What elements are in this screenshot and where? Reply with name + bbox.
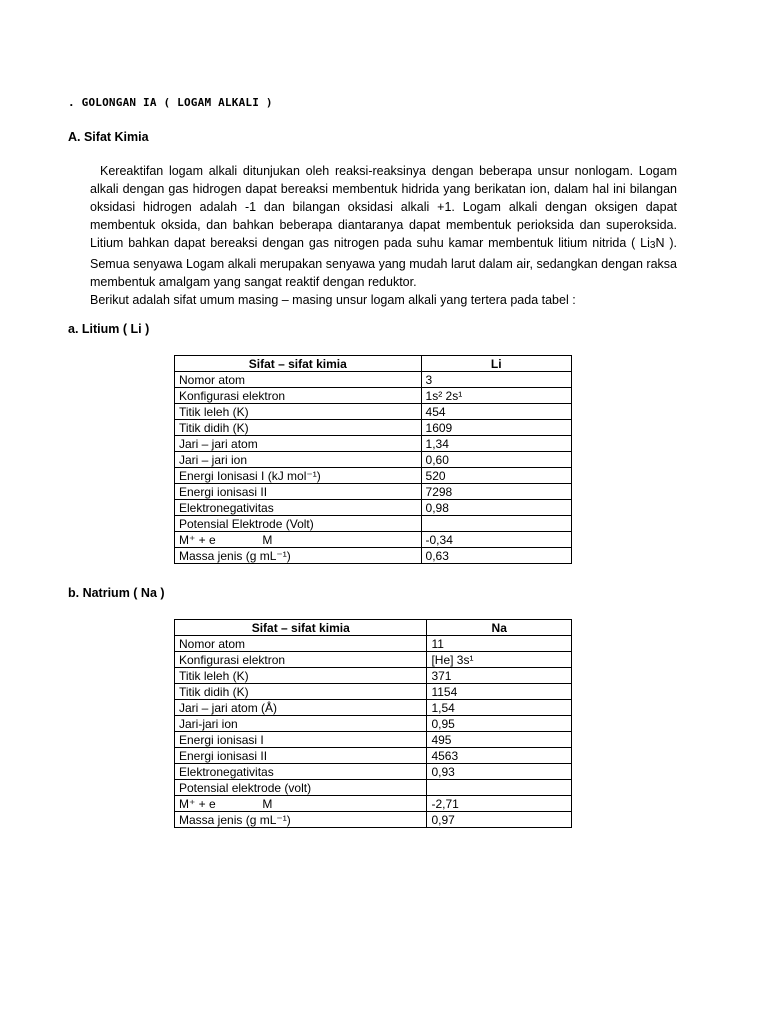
table-row [175, 452, 572, 468]
litium-properties-table [174, 355, 572, 564]
value-cell: 371 [427, 668, 572, 684]
value-cell: 0,93 [427, 764, 572, 780]
table-row [175, 636, 572, 652]
table-row [175, 500, 572, 516]
property-cell: Jari – jari atom (Å) [175, 700, 427, 716]
value-cell: 0,63 [421, 548, 571, 564]
property-cell: Energi ionisasi I [175, 732, 427, 748]
property-cell: Jari-jari ion [175, 716, 427, 732]
table-header-row [175, 620, 572, 636]
natrium-properties-table [174, 619, 572, 828]
value-cell: [He] 3s¹ [427, 652, 572, 668]
paragraph-table-intro: Berikut adalah sifat umum masing – masing unsur logam alkali yang tertera pada tabel : [90, 293, 576, 307]
table-row [175, 684, 572, 700]
value-cell: 4563 [427, 748, 572, 764]
header-property: Sifat – sifat kimia [175, 620, 427, 636]
property-cell: Potensial Elektrode (Volt) [175, 516, 422, 532]
property-cell: Nomor atom [175, 636, 427, 652]
section-heading: A. Sifat Kimia [68, 130, 149, 144]
property-cell: M⁺ + e M [175, 532, 422, 548]
table-header-row [175, 356, 572, 372]
value-cell [427, 780, 572, 796]
property-cell: Titik didih (K) [175, 420, 422, 436]
header-element: Na [427, 620, 572, 636]
paragraph-intro-text-1: Kereaktifan logam alkali ditunjukan oleh reaksi-reaksinya dengan beberapa unsur nonlogam. Logam alkali dengan gas hidrogen dapat bereaksi membentuk hidrida yang berikatan ion, dalam hal ini bilangan oksidasi hidrogen adalah -1 dan bilangan oksidasi alkali +1. Logam alkali dengan oksigen dapat membentuk oksida, dan bahkan beberapa diantaranya dapat membentuk perioksida dan superoksida. Litium bahkan dapat bereaksi dengan gas nitrogen pada suhu kamar membentuk litium nitrida ( Li [90, 164, 677, 250]
property-cell: Titik leleh (K) [175, 404, 422, 420]
value-cell: 1,54 [427, 700, 572, 716]
header-property: Sifat – sifat kimia [175, 356, 422, 372]
body-text [90, 162, 677, 309]
table-row [175, 796, 572, 812]
property-cell: Massa jenis (g mL⁻¹) [175, 548, 422, 564]
value-cell: 1,34 [421, 436, 571, 452]
property-cell: Jari – jari atom [175, 436, 422, 452]
chapter-heading: . GOLONGAN IA ( LOGAM ALKALI ) [68, 96, 273, 109]
subsection-title-litium: a. Litium ( Li ) [68, 322, 150, 336]
table-row [175, 372, 572, 388]
property-cell: Konfigurasi elektron [175, 652, 427, 668]
value-cell: 3 [421, 372, 571, 388]
table-row [175, 436, 572, 452]
table-row [175, 748, 572, 764]
value-cell: 0,95 [427, 716, 572, 732]
property-cell: Jari – jari ion [175, 452, 422, 468]
property-cell: Massa jenis (g mL⁻¹) [175, 812, 427, 828]
value-cell: 0,60 [421, 452, 571, 468]
table-row [175, 700, 572, 716]
table-row [175, 732, 572, 748]
table-row [175, 420, 572, 436]
property-cell: Titik leleh (K) [175, 668, 427, 684]
property-cell: Elektronegativitas [175, 764, 427, 780]
paragraph-intro [90, 162, 677, 291]
table-row [175, 548, 572, 564]
table-row [175, 652, 572, 668]
table-row [175, 516, 572, 532]
property-cell: Titik didih (K) [175, 684, 427, 700]
table-row [175, 388, 572, 404]
value-cell: 0,97 [427, 812, 572, 828]
property-cell: Konfigurasi elektron [175, 388, 422, 404]
table-row [175, 668, 572, 684]
subsection-title-natrium: b. Natrium ( Na ) [68, 586, 165, 600]
value-cell: -2,71 [427, 796, 572, 812]
table-row [175, 468, 572, 484]
property-cell: Elektronegativitas [175, 500, 422, 516]
paragraph-intro-text-2: N ). Semua senyawa Logam alkali merupakan senyawa yang mudah larut dalam air, sedangkan dengan raksa membentuk amalgam yang sangat reaktif dengan reduktor. [90, 236, 677, 289]
property-cell: Energi ionisasi II [175, 484, 422, 500]
table-row [175, 780, 572, 796]
header-element: Li [421, 356, 571, 372]
value-cell: 0,98 [421, 500, 571, 516]
table-row [175, 484, 572, 500]
value-cell: 1154 [427, 684, 572, 700]
table-row [175, 532, 572, 548]
value-cell: 454 [421, 404, 571, 420]
property-cell: Energi ionisasi II [175, 748, 427, 764]
table-row [175, 404, 572, 420]
table-row [175, 812, 572, 828]
value-cell: 7298 [421, 484, 571, 500]
value-cell: 495 [427, 732, 572, 748]
table-row [175, 716, 572, 732]
property-cell: Energi Ionisasi I (kJ mol⁻¹) [175, 468, 422, 484]
value-cell [421, 516, 571, 532]
value-cell: -0,34 [421, 532, 571, 548]
table-row [175, 764, 572, 780]
property-cell: M⁺ + e M [175, 796, 427, 812]
value-cell: 1s² 2s¹ [421, 388, 571, 404]
value-cell: 1609 [421, 420, 571, 436]
subscript-three: 3 [649, 240, 656, 251]
value-cell: 520 [421, 468, 571, 484]
property-cell: Nomor atom [175, 372, 422, 388]
property-cell: Potensial elektrode (volt) [175, 780, 427, 796]
value-cell: 11 [427, 636, 572, 652]
